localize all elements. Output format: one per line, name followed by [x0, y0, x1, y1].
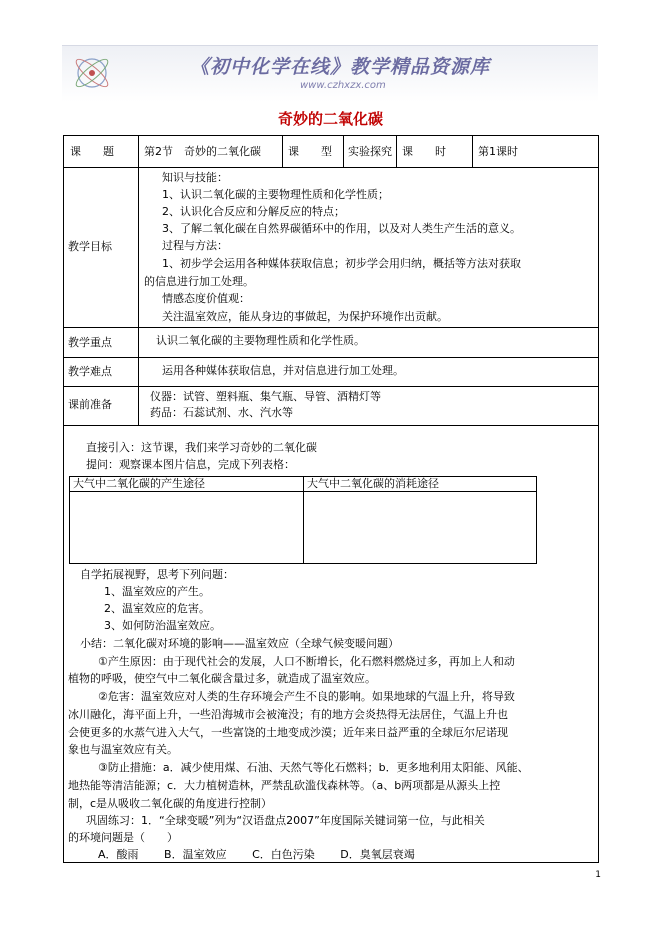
question-item: 2、温室效应的危害。 [104, 602, 210, 615]
objective-line: 过程与方法： [162, 239, 228, 252]
difficulties-text: 运用各种媒体获取信息，并对信息进行加工处理。 [162, 364, 404, 377]
exercise-options: A．酸雨 B．温室效应 C．白色污染 D．臭氧层衰竭 [98, 848, 415, 861]
objective-line: 的信息进行加工处理。 [144, 275, 254, 288]
paragraph-line: 会使更多的水蒸气进入大气，一些富饶的土地变成沙漠；近年来日益严重的全球厄尔尼诺现 [68, 726, 508, 739]
cell-type-value: 实验探究 [348, 145, 392, 158]
paragraph-line: 植物的呼吸，使空气中二氧化碳含量过多，就造成了温室效应。 [68, 672, 376, 685]
paragraph-line: 地热能等清洁能源；c．大力植树造林，严禁乱砍滥伐森林等。（a、b两项都是从源头上控 [68, 779, 501, 792]
objective-line: 1、初步学会运用各种媒体获取信息；初步学会用归纳，概括等方法对获取 [162, 257, 521, 270]
preparation-instruments: 仪器：试管、塑料瓶、集气瓶、导管、酒精灯等 [150, 390, 381, 403]
question-item: 1、温室效应的产生。 [104, 585, 210, 598]
exercise-line: 巩固练习：1．“全球变暖”列为“汉语盘点2007”年度国际关键词第一位，与此相关 [86, 814, 485, 827]
paragraph-line: ③防止措施：a．减少使用煤、石油、天然气等化石燃料；b．更多地利用太阳能、风能、 [98, 761, 529, 774]
molecule-logo-icon [70, 48, 114, 98]
paragraph-line: 象也与温室效应有关。 [68, 743, 178, 756]
objective-line: 情感态度价值观： [162, 292, 250, 305]
objective-line: 3、了解二氧化碳在自然界碳循环中的作用，以及对人类生产生活的意义。 [162, 222, 521, 235]
objective-line: 关注温室效应，能从身边的事做起，为保护环境作出贡献。 [162, 310, 448, 323]
self-study-line: 自学拓展视野，思考下列问题： [80, 568, 234, 581]
objective-line: 知识与技能： [162, 171, 228, 184]
key-points-text: 认识二氧化碳的主要物理性质和化学性质。 [156, 334, 365, 347]
paragraph-line: ②危害：温室效应对人类的生存环境会产生不良的影响。如果地球的气温上升，将导致 [98, 690, 515, 703]
paragraph-line: ①产生原因：由于现代社会的发展，人口不断增长，化石燃料燃烧过多，再加上人和动 [98, 655, 515, 668]
cell-periods-value: 第1课时 [478, 145, 518, 158]
cell-topic-value: 第2节 奇妙的二氧化碳 [144, 145, 261, 158]
exercise-line: 的环境问题是（ ） [68, 831, 178, 844]
table-header-sinks: 大气中二氧化碳的消耗途径 [307, 477, 439, 490]
difficulties-label: 教学难点 [68, 365, 112, 378]
intro-line: 直接引入：这节课，我们来学习奇妙的二氧化碳 [86, 441, 317, 454]
preparation-reagents: 药品：石蕊试剂、水、汽水等 [150, 406, 293, 419]
summary-line: 小结：二氧化碳对环境的影响——温室效应（全球气候变暖问题） [80, 637, 399, 650]
paragraph-line: 冰川融化，海平面上升，一些沿海城市会被淹没；有的地方会炎热得无法居住，气温上升也 [68, 708, 508, 721]
objective-line: 2、认识化合反应和分解反应的特点； [162, 205, 345, 218]
banner-url: www.czhxzx.com [300, 80, 386, 91]
question-item: 3、如何防治温室效应。 [104, 619, 221, 632]
cell-periods-label: 课 时 [402, 145, 446, 158]
cell-topic-label: 课 题 [70, 145, 114, 158]
question-line: 提问：观察课本图片信息，完成下列表格： [86, 458, 295, 471]
banner-title: 《初中化学在线》教学精品资源库 [190, 56, 491, 78]
cell-type-label: 课 型 [288, 145, 332, 158]
document-title: 奇妙的二氧化碳 [277, 110, 383, 128]
preparation-label: 课前准备 [68, 398, 112, 411]
key-points-label: 教学重点 [68, 336, 112, 349]
objectives-label: 教学目标 [68, 240, 112, 253]
objective-line: 1、认识二氧化碳的主要物理性质和化学性质； [162, 188, 389, 201]
page-number: 1 [595, 870, 601, 880]
paragraph-line: 制，c是从吸收二氧化碳的角度进行控制） [68, 797, 273, 810]
table-header-sources: 大气中二氧化碳的产生途径 [73, 477, 205, 490]
